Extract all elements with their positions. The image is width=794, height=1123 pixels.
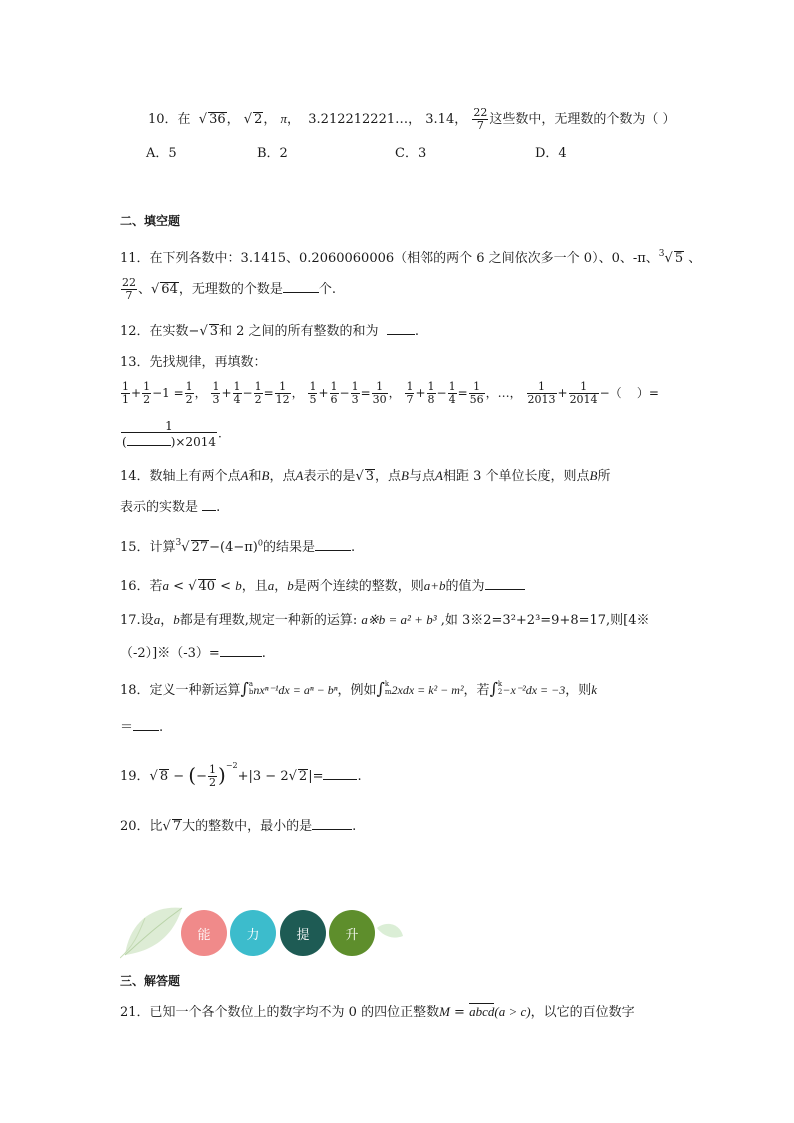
q13-pattern-line: $\frac{1}{1}$ + $\frac{1}{2}$ −1 = $\frac{1}{2}$ ， $\frac{1}{3}$ + $\frac{1}{4}$ − $\frac{1}{2}$ = $\frac{1}{12}$ ， $\frac{1}{5}$ + $\frac{1}{6}$ − $\frac{1}{3}$ = $\frac{1}{30}$ ， $\frac{1}{7}$ + $\frac{1}{8}$ − $\frac{1}{4}$ = $\frac{1}{56}$ ，…， $\frac{1}{2013}$ + $\frac{1}{2014}$ −（ ）=	[122, 380, 659, 406]
q21-line: 21．已知一个各个数位上的数字均不为 0 的四位正整数M = abcd(a > c)，以它的百位数字	[120, 1004, 635, 1020]
q15-line: 15．计算$^3$√ $27-(4-\pi)^0$的结果是 .	[120, 538, 356, 555]
sqrt3: 3	[209, 324, 219, 339]
value-314: 3.14	[425, 112, 455, 127]
answer-blank[interactable]	[127, 433, 171, 446]
result-1-12: $\frac{1}{12}$	[275, 380, 290, 406]
repeating-decimal: 3.212212221…	[308, 112, 409, 127]
q13-bottom-fraction: $\frac{1}{( )\times 2014}$ .	[122, 419, 222, 449]
result-1-30: $\frac{1}{30}$	[372, 380, 387, 406]
answer-blank[interactable]	[283, 280, 319, 293]
sqrt7: 7	[172, 819, 182, 834]
q10-number: 10．在	[148, 112, 191, 127]
section-heading-answer: 三、解答题	[120, 974, 181, 988]
q14-line1: 14．数轴上有两个点A和B，点A表示的是√ 3，点B与点A相距 3 个单位长度，则点B所	[120, 468, 611, 484]
answer-blank[interactable]	[387, 322, 415, 335]
q17-line1: 17.设a，b都是有理数,规定一种新的运算: a※b = a² + b³ ,如 3※2=3²+2³=9+8=17,则[4※	[120, 612, 650, 628]
ability-banner	[120, 900, 410, 960]
banner-circle-neng: 能	[181, 910, 227, 956]
cbrt27: 27	[191, 540, 209, 555]
sqrt2: 2	[254, 112, 263, 127]
fraction-22-7: $\frac{22}{7}$	[473, 106, 488, 132]
sqrt40: 40	[198, 579, 216, 594]
leaf-small-icon	[375, 918, 405, 948]
answer-blank[interactable]	[315, 538, 351, 551]
q13-title: 13．先找规律，再填数：	[120, 355, 267, 370]
answer-blank[interactable]	[220, 644, 262, 657]
q19-line: 19．√ 8 − (− $\frac{1}{2}$ )$^{-2}$+|3 − 2√ 2|= .	[120, 761, 362, 789]
result-1-56: $\frac{1}{56}$	[469, 380, 484, 406]
answer-blank[interactable]	[202, 498, 216, 511]
banner-circle-ti: 提	[280, 910, 326, 956]
q10-option-c: C．3	[395, 146, 427, 161]
q17-line2: （-2）]※（-3）= .	[120, 646, 266, 661]
q20-line: 20．比√ 7大的整数中，最小的是 .	[120, 819, 357, 834]
q18-line1: 18．定义一种新运算∫a bnxⁿ⁻¹dx = aⁿ − bⁿ，例如∫k m2xdx = k² − m²，若∫k 2−x⁻²dx = −3，则k	[120, 679, 598, 698]
answer-blank[interactable]	[485, 577, 525, 590]
q10-option-b: B．2	[257, 146, 288, 161]
q10-option-d: D．4	[535, 146, 567, 161]
result-1-2: $\frac{1}{2}$	[185, 380, 193, 406]
answer-blank[interactable]	[312, 817, 352, 830]
cbrt5: 5	[674, 251, 684, 266]
sqrt8: 8	[159, 769, 169, 784]
fraction-22-7: $\frac{22}{7}$	[122, 276, 136, 302]
leaf-icon	[120, 900, 190, 960]
q10-option-a: A．5	[146, 146, 177, 161]
q10-tail: 这些数中，无理数的个数为（ ）	[489, 112, 676, 127]
q11-line1: 11．在下列各数中：3.1415、0.2060060006（相邻的两个 6 之间依次多一个 0）、0、-π、$^3$√ 5 、	[120, 249, 702, 266]
q18-line2: ＝ .	[120, 720, 164, 735]
q12-line: 12．在实数−√ 3和 2 之间的所有整数的和为 .	[120, 324, 419, 339]
q11-line2: $\frac{22}{7}$ 、√ 64，无理数的个数是 个.	[122, 276, 336, 302]
answer-blank[interactable]	[323, 767, 357, 780]
q16-line: 16．若a < √ 40 < b，且a，b是两个连续的整数，则a+b的值为	[120, 577, 525, 596]
q14-line2: 表示的实数是 .	[120, 500, 221, 515]
pi-symbol: π	[280, 111, 288, 126]
q10-line: 10．在 √ 36， √ 2， π， 3.212212221…， 3.14， $\frac{22}{7}$ 这些数中，无理数的个数为（ ）	[148, 106, 676, 132]
banner-circle-li: 力	[230, 910, 276, 956]
answer-blank[interactable]	[133, 718, 159, 731]
banner-circle-sheng: 升	[329, 910, 375, 956]
sqrt36: 36	[209, 112, 226, 127]
section-heading-fill-in: 二、填空题	[120, 214, 181, 228]
sqrt64: 64	[161, 282, 178, 297]
